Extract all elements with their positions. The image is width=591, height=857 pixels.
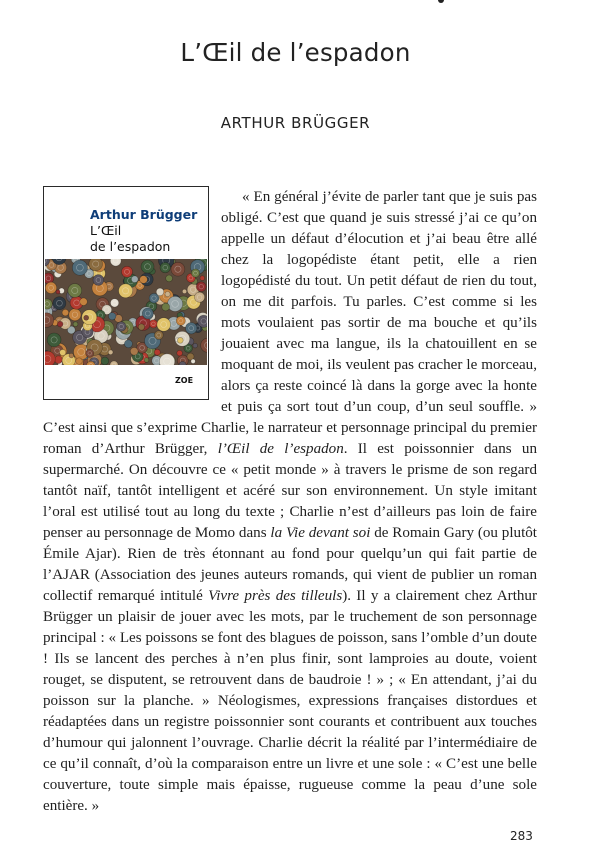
page-number: 283 [510, 829, 533, 843]
text-run: de Romain Gary (ou plutôt Émile Ajar). Rien de très étonnant au fond pour quelqu’un qui fait partie de l’AJAR (Association des jeunes auteurs romands, qui vient de publier un roman collectif remarqué intitulé [43, 525, 538, 604]
page-top-mark [438, 0, 444, 3]
text-run: ). Il y a clairement chez Arthur Brügger un plaisir de jouer avec les mots, par le truchement de son personnage principal : « Les poissons se font des blagues de poisson, sans l’omble d’un doute ! Ils se lancent des perches à n’en plus finir, sont lamproies au doute, voient rouget, se disputent, se retrouvent dans de baudroie ! » ; « En attendant, j’ai du poisson sur la planche. » Néologismes, expressions françaises distordues et réadaptées dans un registre poissonnier sont courants et contribuent aux touches d’humour qui jalonnent l’ouvrage. Charlie décrit la réalité par l’intermédiaire de ce qu’il connaît, d’où la comparaison entre un livre et une sole : « C’est une belle couverture, toute simple mais épaisse, rugueuse comme la peau d’une sole entière. » [43, 588, 538, 814]
italic-title: la Vie devant soi [270, 525, 371, 541]
italic-title: l’Œil de l’espadon [217, 441, 344, 457]
article-author: ARTHUR BRÜGGER [220, 114, 371, 132]
cover-publisher-logo: ZOE [175, 376, 194, 385]
text-run: « En général j’évite de parler tant que je suis pas obligé. C’est que quand je suis stressé j’ai ce qu’on appelle un défaut d’élocution et j’ai beau être allé chez la logopédiste étant petit, elle a rien logopédisté du tout. Un petit défaut de rien du tout, on me dit parfois. Tu parles. C’est comme si les mots voulaient pas sortir de ma bouche et qu’ils jouaient avec ma langue, ils la chatouillent en se moquant de moi, ils veulent pas cracher le morceau, alors ça reste coincé là dans la gorge avec la honte et puis ça sort tout d’un coup, d’un seul souffle. » C’est ainsi que s’exprime Charlie, le narrateur et personnage principal du premier roman d’Arthur Brügger, [43, 189, 537, 457]
cover-float-spacer [43, 187, 221, 406]
article-body [43, 187, 537, 817]
text-run: . Il est poissonnier dans un supermarché. On découvre ce « petit monde » à travers le prisme de son regard tantôt naïf, tantôt intelligent et acéré sur son environnement. Un style imitant l’oral est utilisé tout au long du texte ; Charlie n’est d’ailleurs pas loin de faire penser au personnage de Momo dans [43, 441, 537, 541]
cover-title: L’Œil de l’espadon [90, 223, 171, 254]
italic-title: Vivre près des tilleuls [208, 588, 343, 604]
cover-author: Arthur Brügger [90, 207, 198, 222]
page-title: L’Œil de l’espadon [180, 38, 411, 67]
